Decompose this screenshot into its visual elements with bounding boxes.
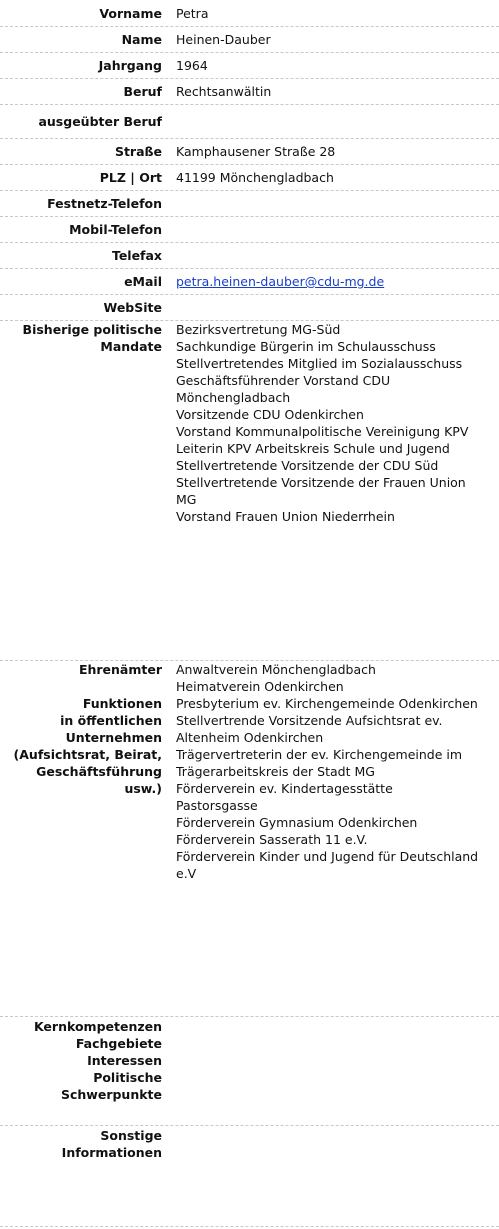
field-value: Rechtsanwältin <box>176 84 272 99</box>
field-label: WebSite <box>103 300 162 315</box>
list-item: e.V <box>176 866 197 881</box>
label-line: Bisherige politische <box>22 322 162 337</box>
divider <box>0 1016 499 1017</box>
email-link[interactable]: petra.heinen-dauber@cdu-mg.de <box>176 274 385 289</box>
divider <box>0 190 499 191</box>
list-item: Anwaltverein Mönchengladbach <box>176 662 376 677</box>
label-line: Funktionen <box>82 696 162 711</box>
list-item: Leiterin KPV Arbeitskreis Schule und Jugend <box>176 441 450 456</box>
field-label <box>0 661 162 797</box>
list-item: Pastorsgasse <box>176 798 258 813</box>
list-item: Förderverein Sasserath 11 e.V. <box>176 832 368 847</box>
list-item: Bezirksvertretung MG-Süd <box>176 322 341 337</box>
list-item: Presbyterium ev. Kirchengemeinde Odenkirchen <box>176 696 478 711</box>
field-label: Straße <box>114 144 162 159</box>
field-label: Jahrgang <box>98 58 162 73</box>
field-value: 1964 <box>176 58 208 73</box>
list-item: Vorstand Frauen Union Niederrhein <box>176 509 395 524</box>
ehrenaemter-list <box>176 661 496 882</box>
list-item: Förderverein Kinder und Jugend für Deutschland <box>176 849 479 864</box>
list-item: Stellvertretendes Mitglied im Sozialausschuss <box>176 356 463 371</box>
label-line <box>0 678 162 695</box>
divider <box>0 1125 499 1126</box>
list-item: Vorstand Kommunalpolitische Vereinigung KPV <box>176 424 469 439</box>
list-item: Heimatverein Odenkirchen <box>176 679 344 694</box>
field-label <box>0 321 162 355</box>
field-value: Kamphausener Straße 28 <box>176 144 336 159</box>
field-value: Heinen-Dauber <box>176 32 271 47</box>
list-item: Trägervertreterin der ev. Kirchengemeinde im <box>176 747 463 762</box>
label-line: Fachgebiete <box>75 1036 162 1051</box>
list-item: Förderverein Gymnasium Odenkirchen <box>176 815 418 830</box>
list-item: MG <box>176 492 197 507</box>
label-line: Sonstige <box>100 1128 162 1143</box>
label-line: (Aufsichtsrat, Beirat, <box>13 747 162 762</box>
label-line: Kernkompetenzen <box>33 1019 162 1034</box>
divider <box>0 1226 499 1227</box>
field-value: 41199 Mönchengladbach <box>176 170 334 185</box>
mandate-list <box>176 321 496 525</box>
field-label: PLZ | Ort <box>99 170 162 185</box>
list-item: Mönchengladbach <box>176 390 291 405</box>
list-item: Stellvertrende Vorsitzende Aufsichtsrat ev. <box>176 713 443 728</box>
divider <box>0 138 499 139</box>
field-label <box>0 1127 162 1161</box>
label-line: Mandate <box>100 339 162 354</box>
divider <box>0 164 499 165</box>
list-item: Stellvertretende Vorsitzende der Frauen Union <box>176 475 466 490</box>
label-line: Interessen <box>87 1053 162 1068</box>
field-label: Mobil-Telefon <box>69 222 162 237</box>
divider <box>0 242 499 243</box>
divider <box>0 216 499 217</box>
label-line: usw.) <box>124 781 162 796</box>
label-line: Unternehmen <box>65 730 162 745</box>
field-label: Telefax <box>111 248 162 263</box>
list-item: Stellvertretende Vorsitzende der CDU Süd <box>176 458 439 473</box>
field-value-wrap <box>176 273 496 290</box>
field-label: Festnetz-Telefon <box>47 196 162 211</box>
list-item: Trägerarbeitskreis der Stadt MG <box>176 764 375 779</box>
field-label: Beruf <box>123 84 162 99</box>
label-line: Politische <box>93 1070 162 1085</box>
divider <box>0 268 499 269</box>
field-label: eMail <box>124 274 162 289</box>
divider <box>0 52 499 53</box>
label-line: Schwerpunkte <box>60 1087 162 1102</box>
label-line: Informationen <box>61 1145 162 1160</box>
divider <box>0 294 499 295</box>
list-item: Vorsitzende CDU Odenkirchen <box>176 407 364 422</box>
field-label <box>0 1018 162 1103</box>
list-item: Altenheim Odenkirchen <box>176 730 324 745</box>
divider <box>0 78 499 79</box>
label-line: in öffentlichen <box>60 713 162 728</box>
list-item: Sachkundige Bürgerin im Schulausschuss <box>176 339 436 354</box>
divider <box>0 104 499 105</box>
label-line: Ehrenämter <box>78 662 162 677</box>
field-label: ausgeübter Beruf <box>38 114 162 129</box>
list-item: Geschäftsführender Vorstand CDU <box>176 373 391 388</box>
label-line: Geschäftsführung <box>36 764 162 779</box>
field-label: Vorname <box>99 6 162 21</box>
divider <box>0 26 499 27</box>
list-item: Förderverein ev. Kindertagesstätte <box>176 781 393 796</box>
field-label: Name <box>121 32 162 47</box>
field-value: Petra <box>176 6 209 21</box>
